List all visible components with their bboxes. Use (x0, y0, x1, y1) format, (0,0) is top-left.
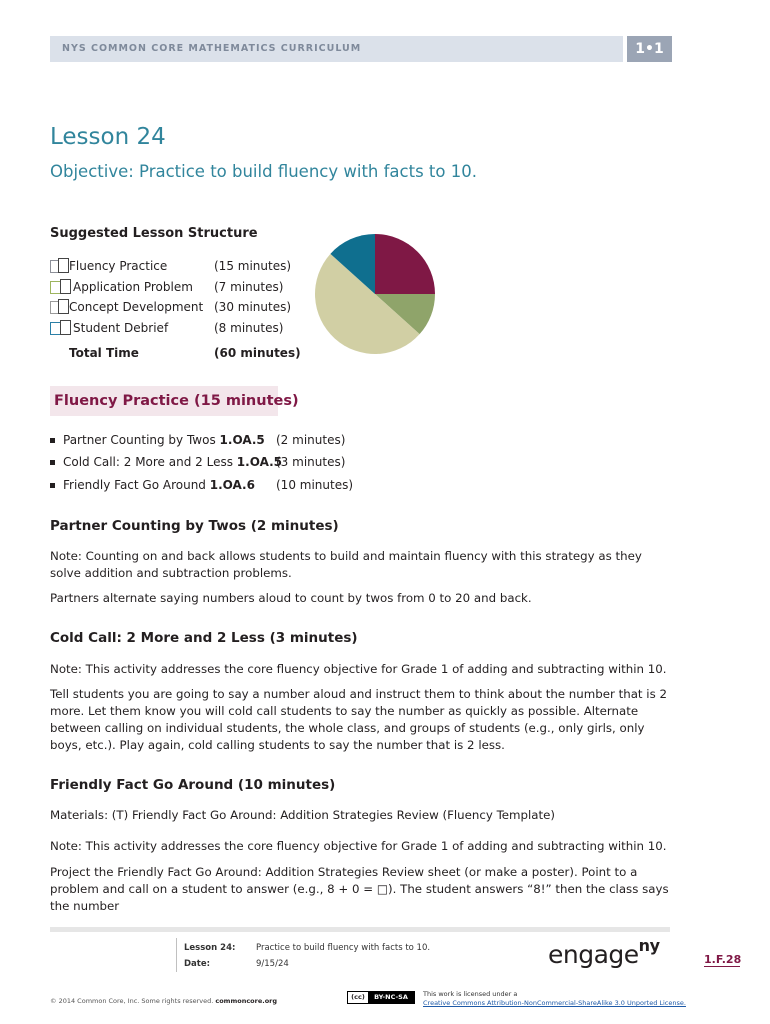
total-time-label: Total Time (69, 346, 139, 360)
lesson-objective: Objective: Practice to build fluency with facts to 10. (50, 162, 477, 181)
bullet-standard: 1.OA.5 (219, 433, 265, 447)
engageny-logo (548, 936, 660, 969)
bullet-time: (3 minutes) (276, 455, 346, 469)
structure-item-name: Concept Development (69, 300, 204, 314)
copyright-site[interactable]: commoncore.org (215, 997, 278, 1005)
structure-item-name: Fluency Practice (69, 259, 168, 273)
footer-lesson-label: Lesson 24: (184, 943, 236, 953)
structure-item-name: Student Debrief (73, 321, 169, 335)
license-text: This work is licensed under a (423, 990, 518, 998)
license-link[interactable]: Creative Commons Attribution-NonCommercial-ShareAlike 3.0 Unported License. (423, 999, 686, 1007)
page-number-underline (704, 966, 740, 967)
cc-icon: (cc) (348, 992, 368, 1003)
friendly-note: Note: This activity addresses the core fluency objective for Grade 1 of adding and subtracting within 10. (50, 839, 667, 853)
cc-license-badge[interactable] (347, 991, 415, 1004)
bullet-icon (50, 438, 55, 443)
structure-item-time: (7 minutes) (214, 280, 284, 294)
lesson-title: Lesson 24 (50, 124, 166, 150)
footer-vertical-divider (176, 938, 177, 972)
bullet-standard: 1.OA.6 (209, 478, 255, 492)
logo-sup: ny (638, 936, 660, 955)
friendly-heading: Friendly Fact Go Around (10 minutes) (50, 777, 336, 793)
curriculum-title: NYS COMMON CORE MATHEMATICS CURRICULUM (62, 43, 362, 54)
fluency-heading: Fluency Practice (15 minutes) (54, 393, 299, 409)
footer-date-value: 9/15/24 (256, 959, 289, 969)
coldcall-heading: Cold Call: 2 More and 2 Less (3 minutes) (50, 630, 358, 646)
checkbox-icon (60, 279, 71, 294)
structure-item-time: (15 minutes) (214, 259, 292, 273)
pie-slice-fluency-practice (375, 234, 435, 294)
footer-lesson-value: Practice to build fluency with facts to 10. (256, 943, 431, 953)
bullet-text: Cold Call: 2 More and 2 Less (63, 455, 237, 469)
bullet-text: Friendly Fact Go Around (63, 478, 210, 492)
lesson-time-pie (313, 232, 437, 356)
bullet-text: Partner Counting by Twos (63, 433, 220, 447)
footer-date-label: Date: (184, 959, 211, 969)
bullet-icon (50, 460, 55, 465)
coldcall-note: Note: This activity addresses the core fluency objective for Grade 1 of adding and subtracting within 10. (50, 662, 667, 676)
checkbox-icon (58, 299, 69, 314)
total-time-value: (60 minutes) (214, 346, 301, 360)
partner-note: Note: Counting on and back allows students to build and maintain fluency with this strategy as they solve addition and subtraction problems. (50, 549, 642, 580)
bullet-standard: 1.OA.5 (236, 455, 282, 469)
partner-instructions: Partners alternate saying numbers aloud to count by twos from 0 to 20 and back. (50, 591, 532, 605)
partner-heading: Partner Counting by Twos (2 minutes) (50, 518, 339, 534)
checkbox-icon (58, 258, 69, 273)
copyright (50, 997, 277, 1005)
copyright-text: © 2014 Common Core, Inc. Some rights reserved. (50, 997, 216, 1005)
page-number: 1.F.28 (704, 953, 742, 966)
bullet-time: (10 minutes) (276, 478, 354, 492)
friendly-materials: Materials: (T) Friendly Fact Go Around: Addition Strategies Review (Fluency Template) (50, 808, 556, 822)
module-badge: 1•1 (627, 36, 672, 62)
cc-terms: BY-NC-SA (368, 992, 414, 1003)
structure-item-name: Application Problem (73, 280, 193, 294)
coldcall-instructions: Tell students you are going to say a number aloud and instruct them to think about the number that is 2 more. Let them know you will cold call students to say the number as quickly as possible. Alternate between calling on individual students, the whole class, and groups of students (e.g., only girls, only boys, etc.). Play again, cold calling students to say the number that is 2 less. (50, 687, 667, 752)
bullet-icon (50, 483, 55, 488)
structure-item-time: (8 minutes) (214, 321, 284, 335)
checkbox-icon (60, 320, 71, 335)
bullet-time: (2 minutes) (276, 433, 346, 447)
friendly-instructions: Project the Friendly Fact Go Around: Addition Strategies Review sheet (or make a poster). Point to a problem and call on a student to answer (e.g., 8 + 0 = □). The student answers “8!” then the class says the number (50, 865, 669, 913)
footer-divider (50, 927, 670, 932)
structure-heading: Suggested Lesson Structure (50, 226, 258, 241)
logo-text: engage (548, 940, 639, 969)
structure-item-time: (30 minutes) (214, 300, 292, 314)
